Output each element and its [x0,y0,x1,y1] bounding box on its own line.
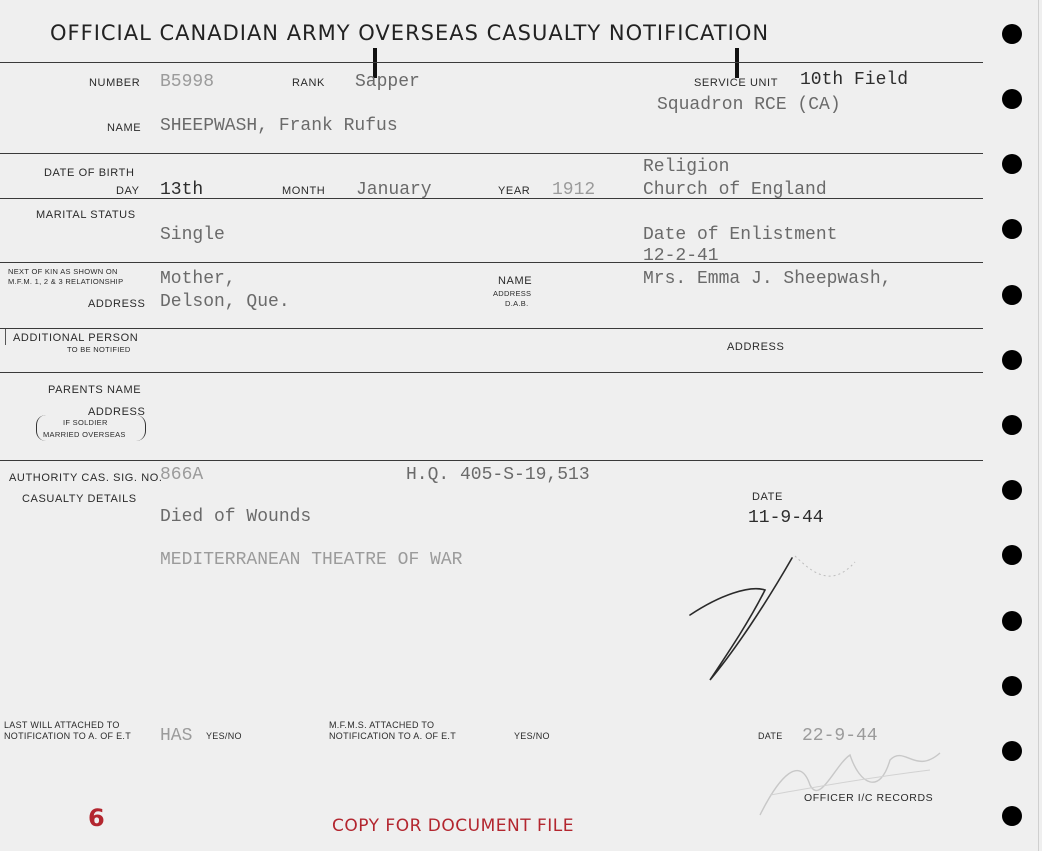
number-label: NUMBER [89,77,141,89]
enlistment-value: 12-2-41 [643,246,719,266]
punch-hole [1002,741,1022,761]
marital-status-label: MARITAL STATUS [36,209,136,221]
month-value: January [356,180,432,200]
next-of-kin-label: NEXT OF KIN AS SHOWN ON [8,267,118,276]
row-divider [0,198,983,199]
year-value: 1912 [552,180,596,200]
nok-address-label: ADDRESS [88,298,146,310]
punch-hole [1002,89,1022,109]
binder-tick [735,48,739,78]
records-date-value: 22-9-44 [802,726,878,746]
enlistment-heading: Date of Enlistment [643,225,838,245]
casualty-date-label: DATE [752,491,783,503]
authority-value: 866A [160,465,204,485]
theatre-value: MEDITERRANEAN THEATRE OF WAR [160,550,463,570]
row-divider [0,153,983,154]
form-title: OFFICIAL CANADIAN ARMY OVERSEAS CASUALTY NOTIFICATION [50,21,770,45]
year-label: YEAR [498,185,531,197]
punch-hole [1002,415,1022,435]
punch-hole [1002,545,1022,565]
punch-hole [1002,806,1022,826]
religion-heading: Religion [643,157,730,177]
day-value: 13th [160,180,204,200]
last-will-label-2: NOTIFICATION TO A. OF E.T [4,731,132,741]
officer-label: OFFICER I/C RECORDS [804,792,934,804]
mfm-label-1: M.F.M.S. ATTACHED TO [329,720,435,730]
marital-status-value: Single [160,225,225,245]
additional-person-label: ADDITIONAL PERSON [13,332,139,344]
nok-address-value: Delson, Que. [160,292,290,312]
punch-hole [1002,24,1022,44]
yes-no-label-1: YES/NO [206,731,242,741]
nok-name-value: Mrs. Emma J. Sheepwash, [643,269,892,289]
page-edge [1038,0,1039,851]
bracket-mark [5,329,6,345]
nok-dab-label: D.A.B. [505,299,529,308]
service-unit-label: SERVICE UNIT [694,77,779,89]
name-label: NAME [107,122,142,134]
date-of-birth-label: DATE OF BIRTH [44,167,135,179]
hq-reference: H.Q. 405-S-19,513 [406,465,590,485]
relationship-label: M.F.M. 1, 2 & 3 RELATIONSHIP [8,277,124,286]
relationship-value: Mother, [160,269,236,289]
row-divider [0,372,983,373]
service-unit-value-2: Squadron RCE (CA) [657,95,841,115]
punch-hole [1002,154,1022,174]
last-will-label-1: LAST WILL ATTACHED TO [4,720,120,730]
additional-address-label: ADDRESS [727,341,785,353]
rank-value: Sapper [355,72,420,92]
day-label: DAY [116,185,140,197]
religion-value: Church of England [643,180,827,200]
row-divider [0,460,983,461]
punch-hole [1002,350,1022,370]
parents-name-label: PARENTS NAME [48,384,142,396]
married-overseas-label: MARRIED OVERSEAS [43,430,126,439]
punch-hole [1002,285,1022,305]
last-will-value: HAS [160,726,193,746]
number-value: B5998 [160,72,215,92]
punch-hole [1002,219,1022,239]
rank-label: RANK [292,77,325,89]
nok-name-label: NAME [498,275,533,287]
if-soldier-label: IF SOLDIER [63,418,108,427]
row-divider [0,62,983,63]
officer-stamp-mark [740,735,970,825]
to-be-notified-label: TO BE NOTIFIED [67,345,131,354]
casualty-details-label: CASUALTY DETAILS [22,493,137,505]
mfm-label-2: NOTIFICATION TO A. OF E.T [329,731,457,741]
casualty-date-value: 11-9-44 [748,508,824,528]
row-divider [0,262,983,263]
records-date-label: DATE [758,731,783,741]
punch-hole [1002,611,1022,631]
punch-hole [1002,676,1022,696]
nok-address-sub-label: ADDRESS [493,289,532,298]
yes-no-label-2: YES/NO [514,731,550,741]
authority-label: AUTHORITY CAS. SIG. NO. [9,472,163,484]
punch-hole [1002,480,1022,500]
service-unit-value-1: 10th Field [800,70,909,90]
signature-mark [680,550,880,690]
footer-copy-label: COPY FOR DOCUMENT FILE [332,816,574,836]
page-number: 6 [88,804,105,832]
row-divider [0,328,983,329]
casualty-value: Died of Wounds [160,507,312,527]
month-label: MONTH [282,185,326,197]
name-value: SHEEPWASH, Frank Rufus [160,116,398,136]
parents-address-label: ADDRESS [88,406,146,418]
